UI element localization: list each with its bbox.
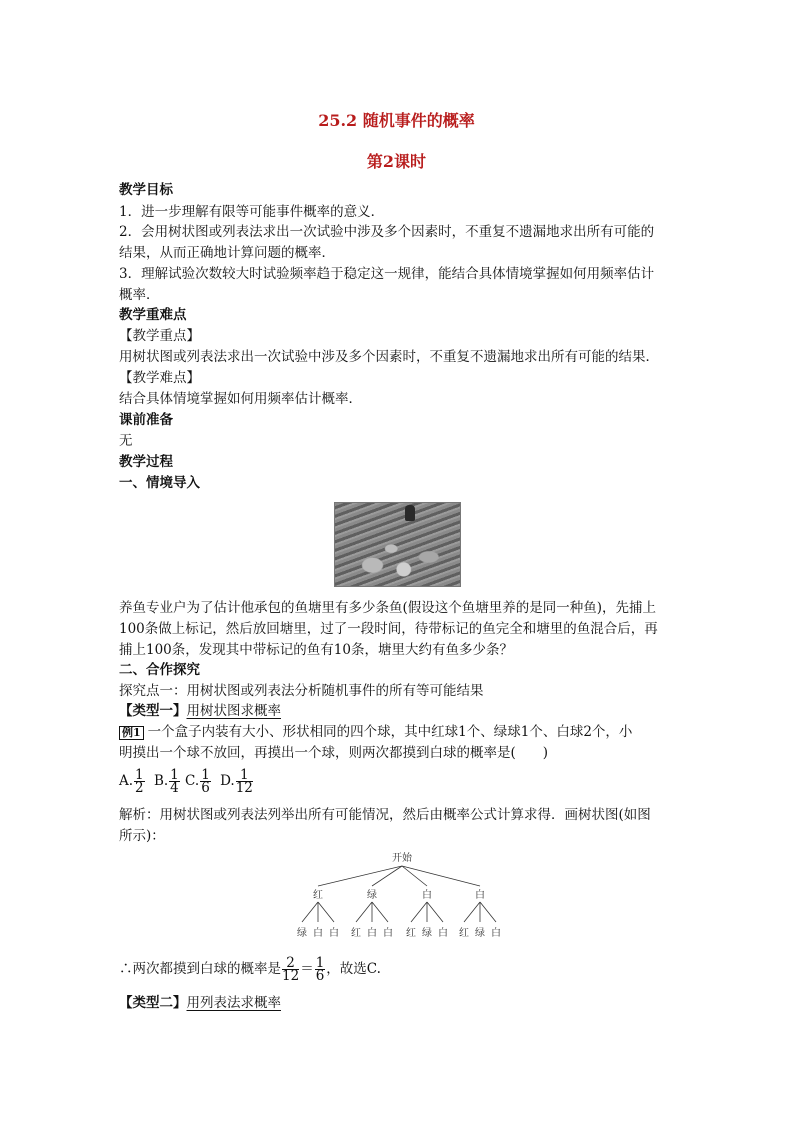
example-line <box>119 722 679 742</box>
scene-line: 捕上100条，发现其中带标记的鱼有10条，塘里大约有鱼多少条？ <box>119 642 513 658</box>
tree-node: 白 <box>475 890 485 901</box>
type-label: 【类型一】 <box>119 703 187 719</box>
example-badge: 例1 <box>119 726 144 740</box>
tree-leaf: 白 <box>491 928 501 939</box>
difficulty-text: 结合具体情境掌握如何用频率估计概率． <box>119 391 362 407</box>
lesson-subtitle: 第2课时 <box>366 152 427 171</box>
conclusion-prefix: ∴两次都摸到白球的概率是 <box>119 961 281 977</box>
fish-pond-photo <box>334 502 461 587</box>
preparation-heading: 课前准备 <box>119 412 173 428</box>
conclusion-equals: ＝ <box>300 961 314 977</box>
fisherman-figure <box>405 505 415 521</box>
focus-label: 【教学重点】 <box>119 328 200 344</box>
objective-line: 结果，从而正确地计算问题的概率． <box>119 245 335 261</box>
document-title: 25.2 随机事件的概率 <box>318 111 475 130</box>
conclusion-suffix: ，故选C. <box>326 961 381 977</box>
conclusion-fraction: $\frac{1}{6}$ <box>315 955 325 984</box>
type1-heading <box>119 701 679 721</box>
tree-leaf: 红 <box>406 928 416 939</box>
option-a: A. $\frac{1}{2}$ <box>119 767 144 796</box>
preparation-text: 无 <box>119 433 133 449</box>
scene-line: 养鱼专业户为了估计他承包的鱼塘里有多少条鱼(假设这个鱼塘里养的是同一种鱼)，先捕上 <box>119 600 657 616</box>
tree-leaf: 绿 <box>475 928 485 939</box>
tree-leaf: 白 <box>367 928 377 939</box>
type-title: 用列表法求概率 <box>186 995 281 1011</box>
answer-options <box>119 768 679 794</box>
example-text: 一个盒子内装有大小、形状相同的四个球，其中红球1个、绿球1个、白球2个，小 <box>147 724 633 740</box>
type-label: 【类型二】 <box>119 995 187 1011</box>
option-d: D. $\frac{1}{12}$ <box>220 767 253 796</box>
type2-heading <box>119 993 679 1013</box>
option-b: B. $\frac{1}{4}$ <box>153 767 179 796</box>
tree-leaf: 绿 <box>297 928 307 939</box>
tree-leaf: 白 <box>383 928 393 939</box>
option-c: C. $\frac{1}{6}$ <box>185 767 210 796</box>
analysis-line: 解析：用树状图或列表法列举出所有可能情况，然后由概率公式计算求得．画树状图(如图 <box>119 807 651 823</box>
tree-leaf: 绿 <box>422 928 432 939</box>
tree-node: 红 <box>313 890 323 901</box>
tree-leaf: 红 <box>351 928 361 939</box>
analysis-line: 所示)： <box>119 828 165 844</box>
tree-root: 开始 <box>392 853 412 864</box>
objective-line: 2．会用树状图或列表法求出一次试验中涉及多个因素时，不重复不遗漏地求出所有可能的 <box>119 224 655 240</box>
tree-leaf: 红 <box>459 928 469 939</box>
section-heading: 一、情境导入 <box>119 475 200 491</box>
key-points-heading: 教学重难点 <box>119 307 187 323</box>
conclusion-line <box>119 954 679 984</box>
scene-line: 100条做上标记，然后放回塘里，过了一段时间，待带标记的鱼完全和塘里的鱼混合后，再 <box>119 621 658 637</box>
difficulty-label: 【教学难点】 <box>119 370 200 386</box>
tree-leaf: 白 <box>438 928 448 939</box>
objective-line: 概率． <box>119 287 160 303</box>
objectives-heading: 教学目标 <box>119 182 173 198</box>
tree-node: 白 <box>422 890 432 901</box>
explore-point: 探究点一：用树状图或列表法分析随机事件的所有等可能结果 <box>119 683 484 699</box>
type-title: 用树状图求概率 <box>186 703 281 719</box>
probability-tree-diagram <box>290 850 505 945</box>
tree-leaf: 白 <box>313 928 323 939</box>
conclusion-fraction: $\frac{2}{12}$ <box>282 955 300 984</box>
objective-line: 3．理解试验次数较大时试验频率趋于稳定这一规律，能结合具体情境掌握如何用频率估计 <box>119 266 655 282</box>
section-heading: 二、合作探究 <box>119 662 200 678</box>
tree-node: 绿 <box>367 890 377 901</box>
process-heading: 教学过程 <box>119 454 173 470</box>
tree-leaf: 白 <box>329 928 339 939</box>
example-line: 明摸出一个球不放回，再摸出一个球，则两次都摸到白球的概率是( ) <box>119 745 549 761</box>
objective-line: 1．进一步理解有限等可能事件概率的意义． <box>119 204 385 220</box>
focus-text: 用树状图或列表法求出一次试验中涉及多个因素时，不重复不遗漏地求出所有可能的结果． <box>119 349 659 365</box>
